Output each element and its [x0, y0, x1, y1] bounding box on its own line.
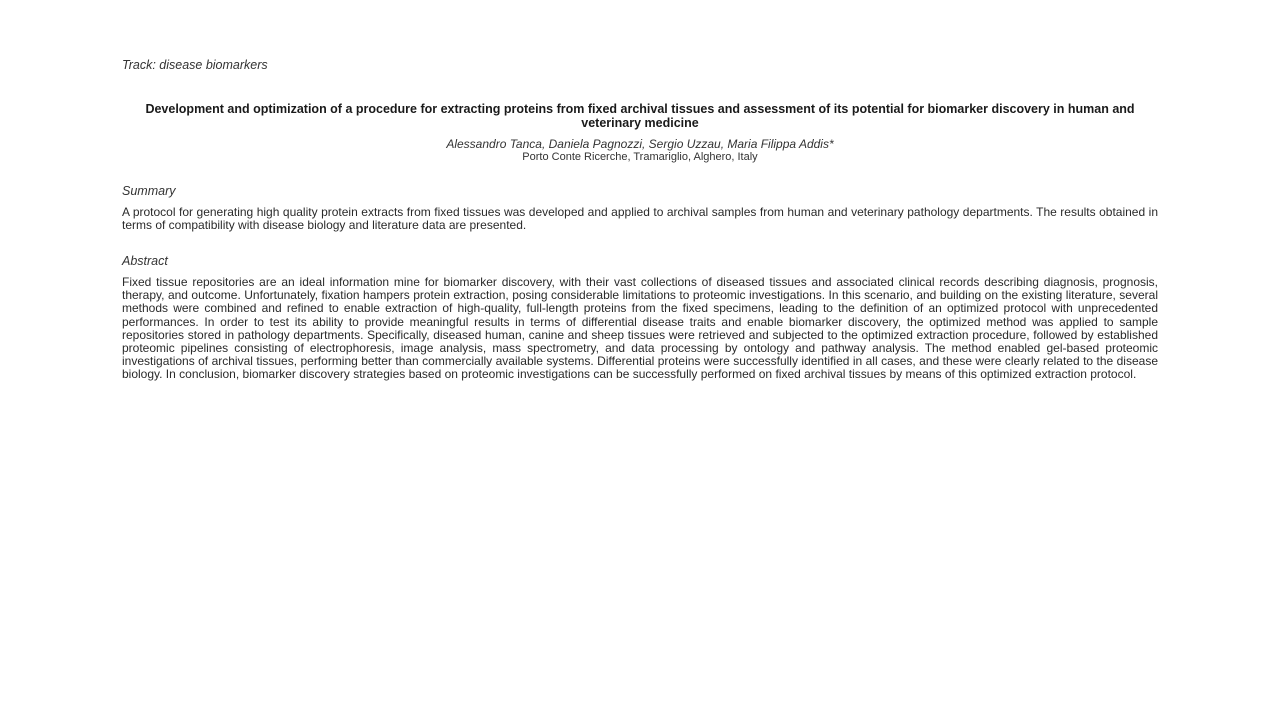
affiliation-line: Porto Conte Ricerche, Tramariglio, Alghero, Italy: [522, 151, 758, 163]
summary-paragraph: A protocol for generating high quality protein extracts from fixed tissues was developed and applied to archival samples from human and veterinary pathology departments. The results obtained in terms of compatibility with disease biology and literature data are presented.: [122, 205, 1158, 233]
abstract-paragraph: Fixed tissue repositories are an ideal information mine for biomarker discovery, with their vast collections of diseased tissues and associated clinical records describing diagnosis, prognosis, therapy, and outcome. Unfortunately, fixation hampers protein extraction, posing considerable limitations to proteomic investigations. In this scenario, and building on the existing literature, several methods were combined and refined to enable extraction of high-quality, full-length proteins from the fixed specimens, leading to the definition of an optimized protocol with unprecedented performances. In order to test its ability to provide meaningful results in terms of differential disease traits and enable biomarker discovery, the optimized method was applied to sample repositories stored in pathology departments. Specifically, diseased human, canine and sheep tissues were retrieved and subjected to the optimized extraction procedure, followed by established proteomic pipelines consisting of electrophoresis, image analysis, mass spectrometry, and data processing by ontology and pathway analysis. The method enabled gel-based proteomic investigations of archival tissues, performing better than commercially available systems. Differential proteins were successfully identified in all cases, and these were clearly related to the disease biology. In conclusion, biomarker discovery strategies based on proteomic investigations can be successfully performed on fixed archival tissues by means of this optimized extraction protocol.: [122, 275, 1158, 382]
summary-heading: Summary: [122, 184, 176, 198]
authors-line: Alessandro Tanca, Daniela Pagnozzi, Sergio Uzzau, Maria Filippa Addis*: [446, 137, 834, 151]
abstract-heading: Abstract: [122, 254, 168, 268]
paper-title: Development and optimization of a procedure for extracting proteins from fixed archival tissues and assessment of its potential for biomarker discovery in human and veterinary medicine: [145, 102, 1135, 130]
track-label: Track: disease biomarkers: [122, 58, 268, 72]
